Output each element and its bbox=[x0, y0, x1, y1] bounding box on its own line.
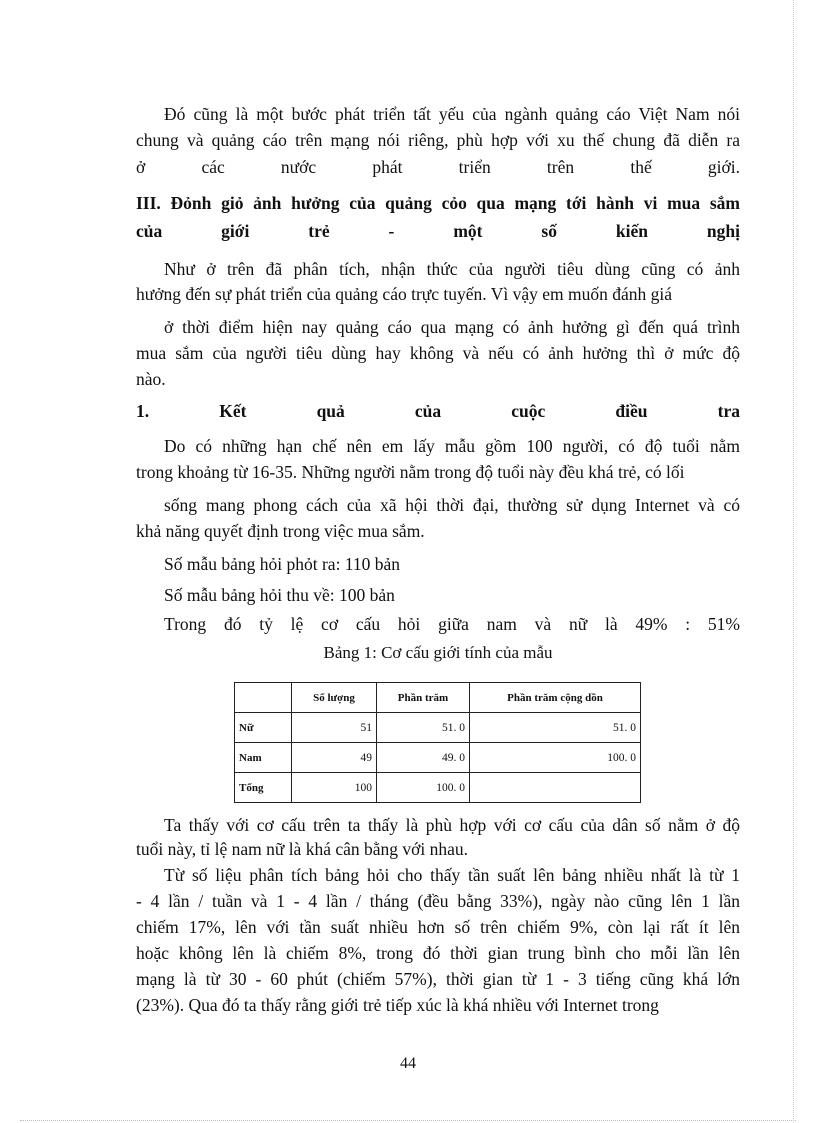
table-header-cell bbox=[235, 683, 292, 713]
table-cell: 51 bbox=[292, 713, 377, 743]
page-number: 44 bbox=[400, 1055, 416, 1072]
survey-ratio: Trong đó tỷ lệ cơ cấu hỏi giữa nam và nữ là 49% : 51% bbox=[164, 614, 740, 634]
paragraph-line: Như ở trên đã phân tích, nhận thức của người tiêu dùng cũng có ảnh bbox=[164, 259, 740, 279]
table-cell: Tổng bbox=[235, 773, 292, 803]
paragraph-line: Do có những hạn chế nên em lấy mẫu gồm 100 người, có độ tuổi nằm bbox=[164, 436, 740, 456]
table-cell: 100 bbox=[292, 773, 377, 803]
paragraph-line: chiếm 17%, lên với tần suất nhiều hơn số trên chiếm 9%, còn lại rất ít lên bbox=[136, 917, 740, 937]
paragraph-line: Ta thấy với cơ cấu trên ta thấy là phù hợp với cơ cấu của dân số nằm ở độ bbox=[164, 815, 740, 835]
table-row bbox=[235, 743, 641, 773]
section-heading-line: của giới trẻ - một số kiến nghị bbox=[136, 221, 740, 241]
paragraph-line: (23%). Qua đó ta thấy rằng giới trẻ tiếp xúc là khá nhiều với Internet trong bbox=[136, 995, 659, 1015]
paragraph-line: ở thời điểm hiện nay quảng cáo qua mạng có ảnh hưởng gì đến quá trình bbox=[164, 317, 740, 337]
paragraph-line: tuổi này, tỉ lệ nam nữ là khá cân bằng với nhau. bbox=[136, 839, 469, 859]
paragraph-line: trong khoảng từ 16-35. Những người nằm trong độ tuổi này đều khá trẻ, có lối bbox=[136, 462, 685, 482]
paragraph-line: - 4 lần / tuần và 1 - 4 lần / tháng (đều bằng 33%), ngày nào cũng lên 1 lần bbox=[136, 891, 740, 911]
table-header-cell: Số lượng bbox=[292, 683, 377, 713]
paragraph-line: hoặc không lên là chiếm 8%, trong đó thời gian trung bình cho mỗi lần lên bbox=[136, 943, 740, 963]
table-cell bbox=[470, 773, 641, 803]
table-cell: Nữ bbox=[235, 713, 292, 743]
table-header-cell: Phần trăm cộng dồn bbox=[470, 683, 641, 713]
table-cell: Nam bbox=[235, 743, 292, 773]
survey-sent: Số mẫu bảng hỏi phỏt ra: 110 bản bbox=[164, 554, 401, 574]
table-caption: Bảng 1: Cơ cấu giới tính của mẫu bbox=[323, 643, 553, 662]
table-cell: 49 bbox=[292, 743, 377, 773]
table-row bbox=[235, 773, 641, 803]
paragraph-line: khả năng quyết định trong việc mua sắm. bbox=[136, 521, 425, 541]
paragraph-line: Đó cũng là một bước phát triển tất yếu của ngành quảng cáo Việt Nam nói bbox=[164, 104, 740, 124]
paragraph-line: nào. bbox=[136, 369, 166, 389]
paragraph-line: hưởng đến sự phát triển của quảng cáo trực tuyến. Vì vậy em muốn đánh giá bbox=[136, 284, 672, 304]
paragraph-line: ở các nước phát triển trên thế giới. bbox=[136, 157, 740, 177]
paragraph-line: mua sắm của người tiêu dùng hay không và nếu có ảnh hưởng thì ở mức độ bbox=[136, 343, 740, 363]
subsection-heading: 1. Kết quả của cuộc điều tra bbox=[136, 401, 740, 421]
paragraph-line: mạng là từ 30 - 60 phút (chiếm 57%), thời gian từ 1 - 3 tiếng cũng khá lớn bbox=[136, 969, 740, 989]
paragraph-line: Từ số liệu phân tích bảng hỏi cho thấy tần suất lên bảng nhiều nhất là từ 1 bbox=[164, 865, 740, 885]
page-border-bottom bbox=[20, 1120, 796, 1121]
table-cell: 51. 0 bbox=[470, 713, 641, 743]
page-border-right bbox=[793, 0, 794, 1123]
section-heading-line: III. Đỏnh giỏ ảnh hưởng của quảng cỏo qua mạng tới hành vi mua sắm bbox=[136, 193, 740, 213]
table-cell: 51. 0 bbox=[377, 713, 470, 743]
paragraph-line: sống mang phong cách của xã hội thời đại, thường sử dụng Internet và có bbox=[164, 495, 740, 515]
table-header-cell: Phần trăm bbox=[377, 683, 470, 713]
table-cell: 100. 0 bbox=[470, 743, 641, 773]
table-cell: 49. 0 bbox=[377, 743, 470, 773]
gender-table bbox=[234, 682, 641, 803]
table-cell: 100. 0 bbox=[377, 773, 470, 803]
paragraph-line: chung và quảng cáo trên mạng nói riêng, phù hợp với xu thế chung đã diễn ra bbox=[136, 130, 740, 150]
table-header-row bbox=[235, 683, 641, 713]
table-row bbox=[235, 713, 641, 743]
survey-received: Số mẫu bảng hỏi thu về: 100 bản bbox=[164, 585, 395, 605]
